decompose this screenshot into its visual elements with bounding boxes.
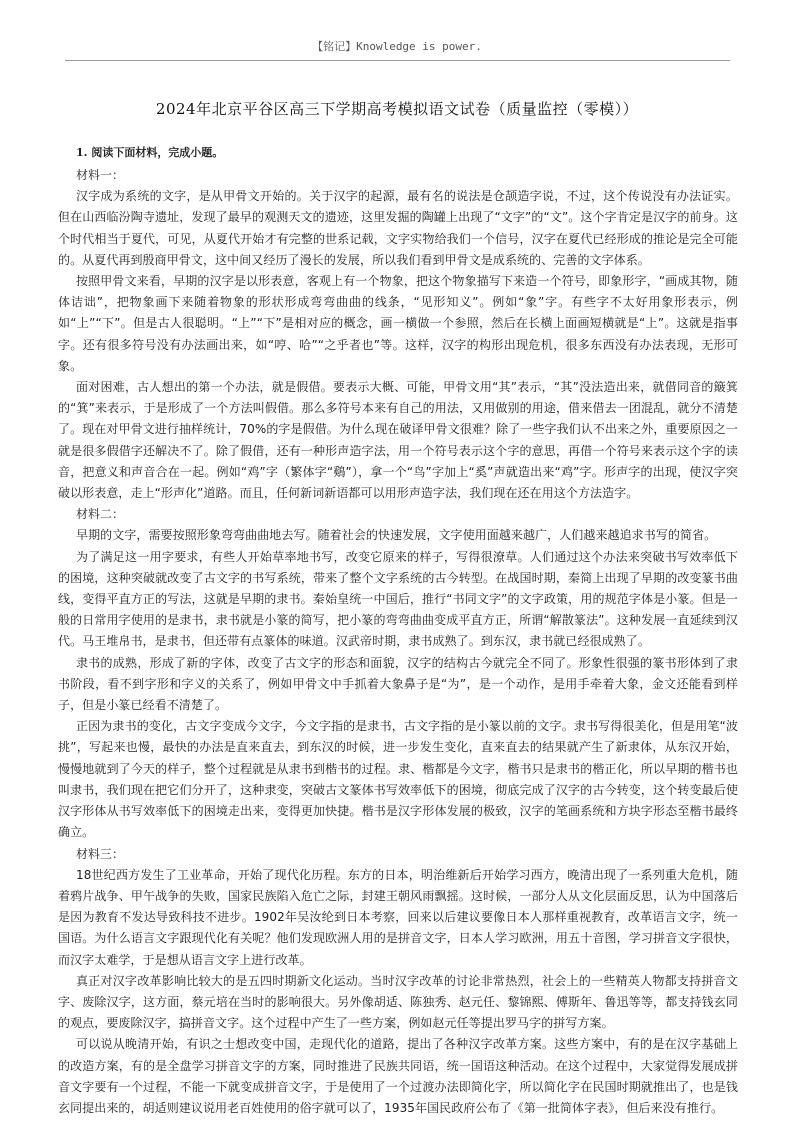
- material-section-2: [58, 504, 738, 843]
- material-section-1: [58, 165, 738, 504]
- paragraph: 早期的文字，需要按照形象弯弯曲曲地去写。随着社会的快速发展，文字使用面越来越广，人们越来越追求书写的简省。: [76, 528, 717, 543]
- page-title: 2024年北京平谷区高三下学期高考模拟语文试卷（质量监控（零模））: [155, 100, 639, 118]
- paragraph: 18世纪西方发生了工业革命，开始了现代化历程。东方的日本，明治维新后开始学习西方，晚清出现了一系列重大危机，随着鸦片战争、甲午战争的失败，国家民族陷入危亡之际，封建王朝风雨飘摇。这时候，一部分人从文化层面反思，认为中国落后是因为教育不发达导致科技不进步。1902年吴汝纶到日本考察，回来以后建议要像日本人那样重视教育，改革语言文字，统一国语。为什么语言文字跟现代化有关呢？他们发现欧洲人用的是拼音文字，日本人学习欧洲，用五十音图，学习拼音文字很快，而汉字太难学，于是想从语言文字上进行改革。: [58, 867, 738, 967]
- paragraph: 隶书的成熟，形成了新的字体，改变了古文字的形态和面貌，汉字的结构古今就完全不同了。形象性很强的篆书形体到了隶书阶段，看不到字形和字义的关系了，例如甲骨文中手抓着大象鼻子是“为”，是一个动作，是用手牵着大象，金文还能看到样子，但是小篆已经看不清楚了。: [58, 655, 738, 713]
- paragraph: 汉字成为系统的文字，是从甲骨文开始的。关于汉字的起源，最有名的说法是仓颉造字说，不过，这个传说没有办法证实。但在山西临汾陶寺遗址，发现了最早的观测天文的遗迹，这里发掘的陶罐上出现了“文字”的“文”。这个字肯定是汉字的前身。这个时代相当于夏代，可见，从夏代开始才有完整的世系记载，文字实物给我们一个信号，汉字在夏代已经形成的推论是完全可能的。从夏代再到殷商甲骨文，这中间又经历了漫长的发展，所以我们看到甲骨文是成系统的、完善的文字体系。: [58, 189, 738, 267]
- question-prompt: 1. 阅读下面材料，完成小题。: [76, 146, 224, 159]
- document-body: [58, 143, 738, 1119]
- paragraph: 正因为隶书的变化，古文字变成今文字，今文字指的是隶书，古文字指的是小篆以前的文字。隶书写得很美化，但是用笔“波挑”，写起来也慢，最快的办法是直来直去，到东汉的时候，进一步发生变化，直来直去的结果就产生了新隶体，从东汉开始，慢慢地就到了今天的样子，整个过程就是从隶书到楷书的过程。隶、楷都是今文字，楷书只是隶书的楷正化，所以早期的楷书也叫隶书，我们现在把它们分开了，这种隶变，突破古文篆体书写效率低下的困境，彻底完成了汉字的古今转变，这个转变最后使汉字形体从书写效率低下的困境走出来，变得更加快捷。楷书是汉字形体发展的极致，汉字的笔画系统和方块字形态至楷书最终确立。: [58, 719, 738, 840]
- paragraph: 为了满足这一用字要求，有些人开始草率地书写，改变它原来的样子，写得很潦草。人们通过这个办法来突破书写效率低下的困境，这种突破就改变了古文字的书写系统，带来了整个文字系统的古今转型。在战国时期，秦简上出现了早期的改变篆书曲线，变得平直方正的写法，这就是早期的隶书。秦始皇统一中国后，推行“书同文字”的文字政策，用的规范字体是小篆。但是一般的日常用字使用的是隶书，隶书就是小篆的简写，把小篆的弯弯曲曲变成平直方正，所谓“解散篆法”。这种发展一直延续到汉代。马王堆帛书，是隶书，但还带有点篆体的味道。汉武帝时期，隶书成熟了。到东汉，隶书就已经很成熟了。: [58, 549, 738, 649]
- page-header-motto: 【铭记】Knowledge is power.: [312, 40, 482, 53]
- material-label: 材料二：: [76, 507, 125, 522]
- material-label: 材料一：: [76, 168, 125, 182]
- header-divider: [65, 60, 730, 61]
- paragraph: 面对困难，古人想出的第一个办法，就是假借。要表示大概、可能，甲骨文用“其”表示，“其”没法造出来，就借同音的簸箕的“箕”来表示，于是形成了一个方法叫假借。那么多符号本来有自己的用法，又用做别的用途，借来借去一团混乱，就分不清楚了。现在对甲骨文进行抽样统计，70%的字是假借。为什么现在破译甲骨文很难？除了一些字我们认不出来之外，重要原因之一就是很多假借字还解决不了。除了假借，还有一种形声造字法，用一个符号表示这个字的意思，再借一个符号来表示这个字的读音，把意义和声音合在一起。例如“鸡”字（繁体字“鷄”），拿一个“鸟”字加上“奚”声就造出来“鸡”字。形声字的出现，使汉字突破以形表意，走上“形声化”道路。而且，任何新词新语都可以用形声造字法，我们现在还在用这个方法造字。: [58, 380, 738, 501]
- paragraph: 可以说从晚清开始，有识之士想改变中国，走现代化的道路，提出了各种汉字改革方案。这些方案中，有的是在汉字基础上的改造方案，有的是全盘学习拼音文字的方案，同时推进了民族共同语，统一国语这种活动。在这个过程中，大家觉得发展成拼音文字要有一个过程，不能一下就变成拼音文字，于是使用了一个过渡办法即简化字，所以简化字在民国时期就推出了，也是钱玄同提出来的，胡适则建议说用老百姓使用的俗字就可以了，1935年国民政府公布了《第一批简体字表》，但后来没有推行。: [58, 1037, 738, 1115]
- paragraph: 真正对汉字改革影响比较大的是五四时期新文化运动。当时汉字改革的讨论非常热烈，社会上的一些精英人物都支持拼音文字、废除汉字，这方面，蔡元培在当时的影响很大。另外像胡适、陈独秀、赵元任、黎锦熙、傅斯年、鲁迅等等，都支持钱玄同的观点，要废除汉字，搞拼音文字。这个过程中产生了一些方案，例如赵元任等提出罗马字的拼写方案。: [58, 973, 738, 1031]
- material-section-3: [58, 844, 738, 1120]
- material-label: 材料三：: [76, 846, 125, 861]
- paragraph: 按照甲骨文来看，早期的汉字是以形表意，客观上有一个物象，把这个物象描写下来造一个符号，即象形字，“画成其物，随体诘诎”，把物象画下来随着物象的形状形成弯弯曲曲的线条，“见形知义”。例如“象”字。有些字不太好用象形表示，例如“上”“下”。但是古人很聪明。“上”“下”是相对应的概念，画一横做一个参照，然后在长横上面画短横就是“上”。这就是指事字。还有很多符号没有办法画出来，如“哼、哈”“之乎者也”等。这样，汉字的构形出现危机，很多东西没有办法表现，无形可象。: [58, 274, 738, 373]
